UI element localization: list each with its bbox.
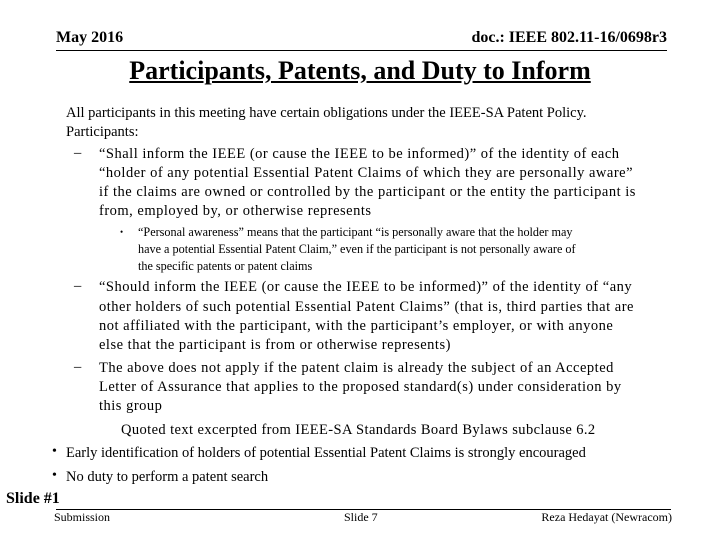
item1-line-1: “Shall inform the IEEE (or cause the IEEE to be informed)” of the identity of each	[99, 146, 620, 162]
header-doc-id: doc.: IEEE 802.11-16/0698r3	[471, 29, 667, 46]
bullet-1-text: Early identification of holders of potential Essential Patent Claims is strongly encouraged	[66, 445, 586, 461]
item2-line-4: else that the participant is from or otherwise represents)	[99, 337, 451, 353]
subitem-line-2: have a potential Essential Patent Claim,” even if the participant is not personally aware of	[138, 242, 576, 256]
item1-dash-marker: –	[74, 145, 82, 161]
item2-line-2: other holders of such potential Essential Patent Claims” (that is, third parties that are	[99, 299, 634, 315]
item3-line-1: The above does not apply if the patent claim is already the subject of an Accepted	[99, 360, 614, 376]
header-divider	[56, 50, 667, 51]
subitem-line-3: the specific patents or patent claims	[138, 259, 313, 273]
item2-dash-marker: –	[74, 278, 82, 294]
subitem-bullet-marker: •	[120, 227, 124, 237]
intro-line-1: All participants in this meeting have certain obligations under the IEEE-SA Patent Policy.	[66, 105, 587, 121]
quote-source-note: Quoted text excerpted from IEEE-SA Standards Board Bylaws subclause 6.2	[121, 422, 596, 438]
item3-line-2: Letter of Assurance that applies to the proposed standard(s) under consideration by	[99, 379, 622, 395]
item2-line-3: not affiliated with the participant, with the participant’s employer, or with anyone	[99, 318, 614, 334]
slide-number-label: Slide #1	[6, 490, 60, 507]
item2-line-1: “Should inform the IEEE (or cause the IEEE to be informed)” of the identity of “any	[99, 279, 633, 295]
header-date: May 2016	[56, 29, 124, 46]
bullet-2-text: No duty to perform a patent search	[66, 469, 269, 485]
bullet-2-marker: •	[52, 468, 57, 483]
intro-line-2: Participants:	[66, 124, 139, 140]
footer-slide-number: Slide 7	[344, 510, 378, 524]
item3-line-3: this group	[99, 398, 163, 414]
footer-submission: Submission	[54, 510, 111, 524]
slide-title: Participants, Patents, and Duty to Inform	[129, 56, 591, 85]
item1-line-3: if the claims are owned or controlled by the participant or the entity the participant is	[99, 184, 636, 200]
subitem-line-1: “Personal awareness” means that the participant “is personally aware that the holder may	[138, 225, 573, 239]
item1-line-4: from, employed by, or otherwise represents	[99, 203, 372, 219]
footer-author: Reza Hedayat (Newracom)	[541, 510, 672, 524]
item1-line-2: “holder of any potential Essential Patent Claims of which they are personally aware”	[99, 165, 634, 181]
item3-dash-marker: –	[74, 359, 82, 375]
bullet-1-marker: •	[52, 444, 57, 459]
